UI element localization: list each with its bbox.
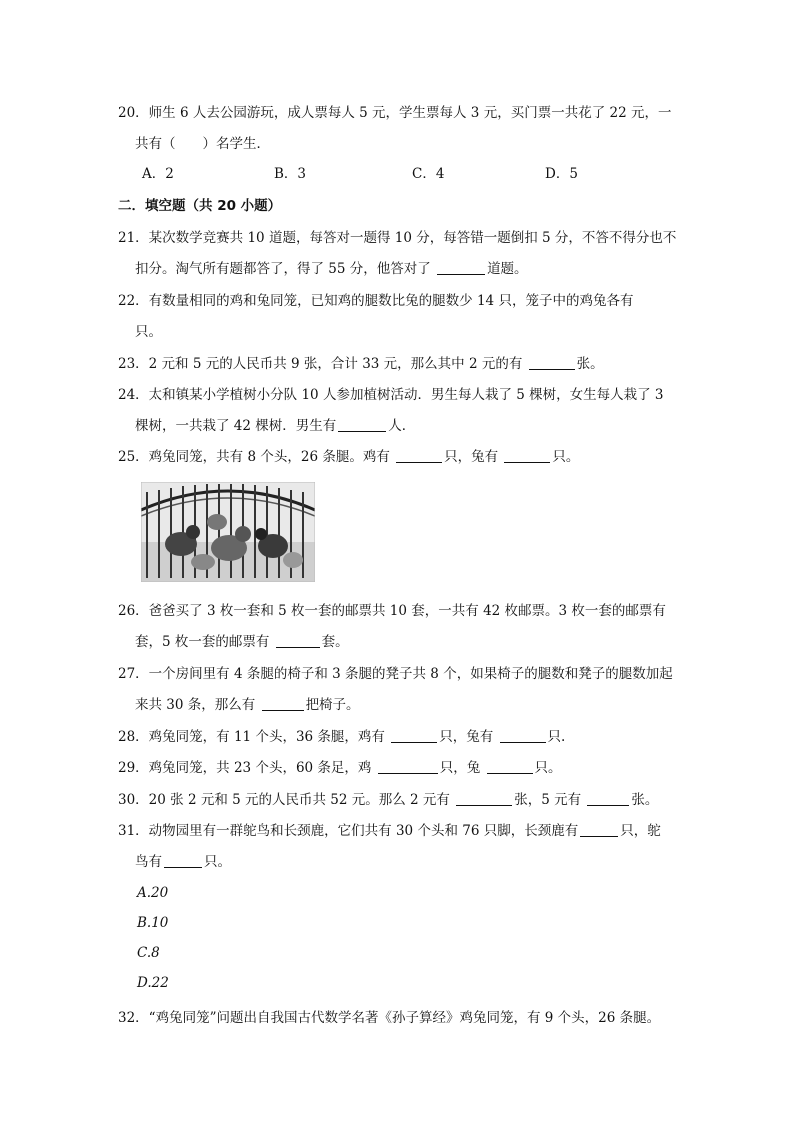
q29-text-a: 29．鸡兔同笼，共 23 个头，60 条足，鸡	[118, 760, 376, 776]
q28-text-b: 只，兔有	[439, 729, 498, 745]
q25-text-b: 只，兔有	[444, 449, 503, 465]
q20-line2: 共有（ ）名学生．	[135, 136, 270, 152]
q27-text-a: 来共 30 条，那么有	[135, 697, 260, 713]
q23-text-b: 张。	[576, 356, 604, 372]
q22-line2: 只。	[135, 324, 162, 340]
q31-text-a: 31．动物园里有一群鸵鸟和长颈鹿，它们共有 30 个头和 76 只脚，长颈鹿有	[118, 823, 579, 839]
q25-chicken-blank[interactable]	[396, 448, 442, 463]
q31-line1	[118, 821, 661, 841]
q25-text-a: 25．鸡兔同笼，共有 8 个头，26 条腿。鸡有	[118, 449, 395, 465]
q31-option-d: D.22	[137, 975, 169, 991]
q29-text-b: 只，兔	[439, 760, 485, 776]
q29-text-c: 只。	[534, 760, 562, 776]
q25-line	[118, 447, 579, 467]
q26-text-b: 套。	[321, 634, 349, 650]
q27-answer-blank[interactable]	[262, 696, 304, 711]
q28-chicken-blank[interactable]	[391, 728, 437, 743]
q21-line2	[135, 259, 528, 279]
q29-rabbit-blank[interactable]	[487, 759, 533, 774]
q28-text-a: 28．鸡兔同笼，有 11 个头，36 条腿，鸡有	[118, 729, 390, 745]
q31-option-b: B.10	[137, 915, 169, 931]
q26-text-a: 套，5 枚一套的邮票有	[135, 634, 274, 650]
q31-text-d: 只。	[204, 854, 231, 870]
q22-line1: 22．有数量相同的鸡和兔同笼，已知鸡的腿数比兔的腿数少 14 只，笼子中的鸡兔各有	[118, 293, 634, 309]
q20-option-a: A．2	[142, 166, 174, 182]
q31-giraffe-blank[interactable]	[580, 822, 618, 837]
q29-chicken-blank[interactable]	[378, 759, 438, 774]
q31-option-c: C.8	[137, 945, 160, 961]
q20-option-d: D．5	[545, 166, 578, 182]
q27-text-b: 把椅子。	[305, 697, 360, 713]
q24-text-b: 人．	[388, 418, 416, 434]
q20-option-b: B．3	[274, 166, 307, 182]
q30-line	[118, 790, 658, 810]
q25-text-c: 只。	[552, 449, 580, 465]
q20-line1: 20．师生 6 人去公园游玩，成人票每人 5 元，学生票每人 3 元，买门票一共花了 22 元，一	[118, 105, 672, 121]
chicken-rabbit-cage-image	[141, 482, 315, 582]
q21-line1: 21．某次数学竞赛共 10 道题，每答对一题得 10 分，每答错一题倒扣 5 分，不答不得分也不	[118, 230, 677, 246]
q28-text-c: 只.	[547, 729, 566, 745]
q24-answer-blank[interactable]	[338, 417, 386, 432]
q23-text-a: 23．2 元和 5 元的人民币共 9 张，合计 33 元，那么其中 2 元的有	[118, 356, 527, 372]
q26-line1: 26．爸爸买了 3 枚一套和 5 枚一套的邮票共 10 套，一共有 42 枚邮票。3 枚一套的邮票有	[118, 603, 666, 619]
q31-ostrich-blank[interactable]	[164, 853, 202, 868]
q30-text-a: 30．20 张 2 元和 5 元的人民币共 52 元。那么 2 元有	[118, 792, 455, 808]
q20-option-c: C．4	[412, 166, 445, 182]
q21-text-b: 道题。	[487, 261, 528, 277]
q28-line	[118, 727, 565, 747]
q31-line2	[135, 852, 231, 872]
q24-text-a: 棵树，一共栽了 42 棵树．男生有	[135, 418, 337, 434]
q23-answer-blank[interactable]	[529, 355, 575, 370]
q24-line1: 24．太和镇某小学植树小分队 10 人参加植树活动．男生每人栽了 5 棵树，女生每人栽了 3	[118, 387, 664, 403]
q29-line	[118, 758, 562, 778]
q31-text-b: 只，鸵	[620, 823, 661, 839]
q30-five-yuan-blank[interactable]	[587, 791, 629, 806]
q21-answer-blank[interactable]	[437, 260, 485, 275]
q26-answer-blank[interactable]	[276, 633, 320, 648]
q28-rabbit-blank[interactable]	[500, 728, 546, 743]
q31-text-c: 鸟有	[135, 854, 162, 870]
q26-line2	[135, 632, 349, 652]
q24-line2	[135, 416, 415, 436]
section-heading-fill-in: 二．填空题（共 20 小题）	[118, 198, 282, 214]
q27-line2	[135, 695, 360, 715]
q25-rabbit-blank[interactable]	[504, 448, 550, 463]
q30-text-b: 张，5 元有	[514, 792, 586, 808]
q23-line	[118, 354, 604, 374]
q30-two-yuan-blank[interactable]	[456, 791, 512, 806]
q31-option-a: A.20	[137, 885, 169, 901]
q32-line1: 32．“鸡兔同笼”问题出自我国古代数学名著《孙子算经》鸡兔同笼，有 9 个头，26 条腿。	[118, 1010, 661, 1026]
q30-text-c: 张。	[631, 792, 659, 808]
q27-line1: 27．一个房间里有 4 条腿的椅子和 3 条腿的凳子共 8 个，如果椅子的腿数和凳子的腿数加起	[118, 666, 673, 682]
q21-text-a: 扣分。淘气所有题都答了，得了 55 分，他答对了	[135, 261, 436, 277]
